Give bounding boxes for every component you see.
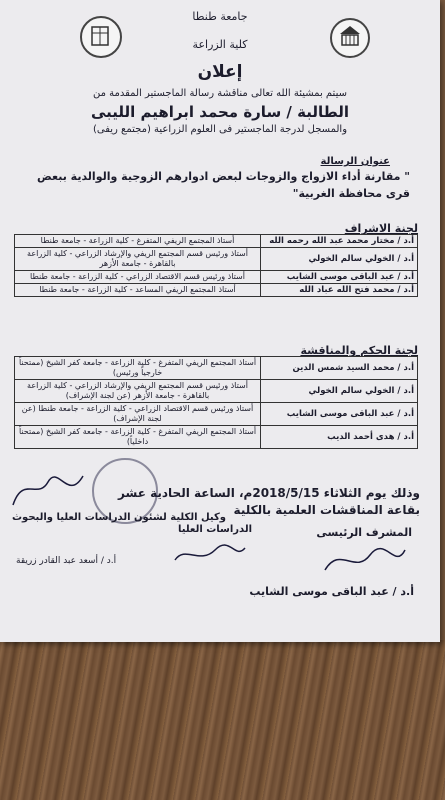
- supervisor-title: المشرف الرئيسى: [316, 526, 412, 539]
- intro-line: سيتم بمشيئة الله تعالى مناقشة رسالة الماجستير المقدمة من: [93, 88, 347, 99]
- wooden-table-background: [0, 640, 445, 800]
- member-position: أستاذ المجتمع الريفي المتفرغ - كلية الزراعة - جامعة كفر الشيخ (ممتحناً داخلياً): [15, 426, 261, 449]
- announcement-title: إعلان: [197, 62, 243, 82]
- member-name: أ.د / عبد الباقى موسى الشايب: [261, 403, 418, 426]
- supervision-heading: لجنة الاشراف: [344, 222, 418, 235]
- vice-dean-name: أ.د / أسعد عبد القادر زريقة: [16, 556, 117, 566]
- table-row: [15, 271, 418, 284]
- examination-table: [14, 356, 418, 449]
- member-position: أستاذ ورئيس قسم الاقتصاد الزراعي - كلية الزراعة - جامعة طنطا (عن لجنة الإشراف): [15, 403, 261, 426]
- table-row: [15, 426, 418, 449]
- table-row: [15, 248, 418, 271]
- supervisor-signature-icon: [320, 540, 410, 580]
- faculty-logo-icon: [80, 16, 122, 58]
- member-name: أ.د / محمد السيد شمس الدين: [261, 357, 418, 380]
- member-position: أستاذ المجتمع الريفي المتفرغ - كلية الزراعة - جامعة طنطا: [15, 235, 261, 248]
- defense-datetime: وذلك يوم الثلاثاء 2018/5/15م، الساعة الحادية عشر: [118, 486, 420, 500]
- member-position: أستاذ المجتمع الريفي المساعد - كلية الزراعة - جامعة طنطا: [15, 284, 261, 297]
- examination-heading: لجنة الحكم والمناقشة: [300, 344, 418, 357]
- supervisor-name: أ.د / عبد الباقى موسى الشايب: [249, 585, 414, 598]
- member-position: أستاذ ورئيس قسم الاقتصاد الزراعي - كلية الزراعة - جامعة طنطا: [15, 271, 261, 284]
- faculty-name: كلية الزراعة: [192, 38, 248, 51]
- graduate-studies-title: الدراسات العليا: [178, 524, 253, 535]
- table-row: [15, 284, 418, 297]
- table-row: [15, 357, 418, 380]
- vice-dean-signature-icon: [8, 470, 88, 510]
- tanta-university-logo-icon: [330, 18, 370, 58]
- table-row: [15, 235, 418, 248]
- member-position: أستاذ المجتمع الريفي المتفرغ - كلية الزراعة - جامعة كفر الشيخ (ممتحناً خارجياً ورئيس): [15, 357, 261, 380]
- table-row: [15, 380, 418, 403]
- grad-signature-icon: [170, 540, 250, 570]
- member-name: أ.د / مختار محمد عبد الله رحمه الله: [261, 235, 418, 248]
- student-name: الطالبة / سارة محمد ابراهيم الليبى: [90, 103, 349, 121]
- thesis-heading: عنوان الرسالة: [320, 156, 390, 167]
- defense-venue: بقاعة المناقشات العلمية بالكلية: [233, 503, 420, 517]
- vice-dean-title: وكيل الكلية لشئون الدراسات العليا والبحوث: [12, 512, 227, 523]
- member-name: أ.د / هدى أحمد الديب: [261, 426, 418, 449]
- member-name: أ.د / محمد فتح الله عباد الله: [261, 284, 418, 297]
- member-name: أ.د / الخولي سالم الخولي: [261, 248, 418, 271]
- member-position: أستاذ ورئيس قسم المجتمع الريفي والإرشاد الزراعي - كلية الزراعة بالقاهرة - جامعة الأزهر (عن لجنة الإشراف): [15, 380, 261, 403]
- university-name: جامعة طنطا: [192, 10, 248, 23]
- member-name: أ.د / عبد الباقى موسى الشايب: [261, 271, 418, 284]
- supervision-table: [14, 234, 418, 297]
- member-name: أ.د / الخولي سالم الخولي: [261, 380, 418, 403]
- degree-line: والمسجل لدرجة الماجستير فى العلوم الزراعية (مجتمع ريفى): [92, 124, 348, 135]
- member-position: أستاذ ورئيس قسم المجتمع الريفي والإرشاد الزراعي - كلية الزراعة بالقاهرة - جامعة الأزهر: [15, 248, 261, 271]
- thesis-title: " مقارنة أداء الازواج والزوجات لبعض ادوارهم الزوجية والوالدية ببعض قرى محافظة الغربية": [36, 170, 410, 200]
- table-row: [15, 403, 418, 426]
